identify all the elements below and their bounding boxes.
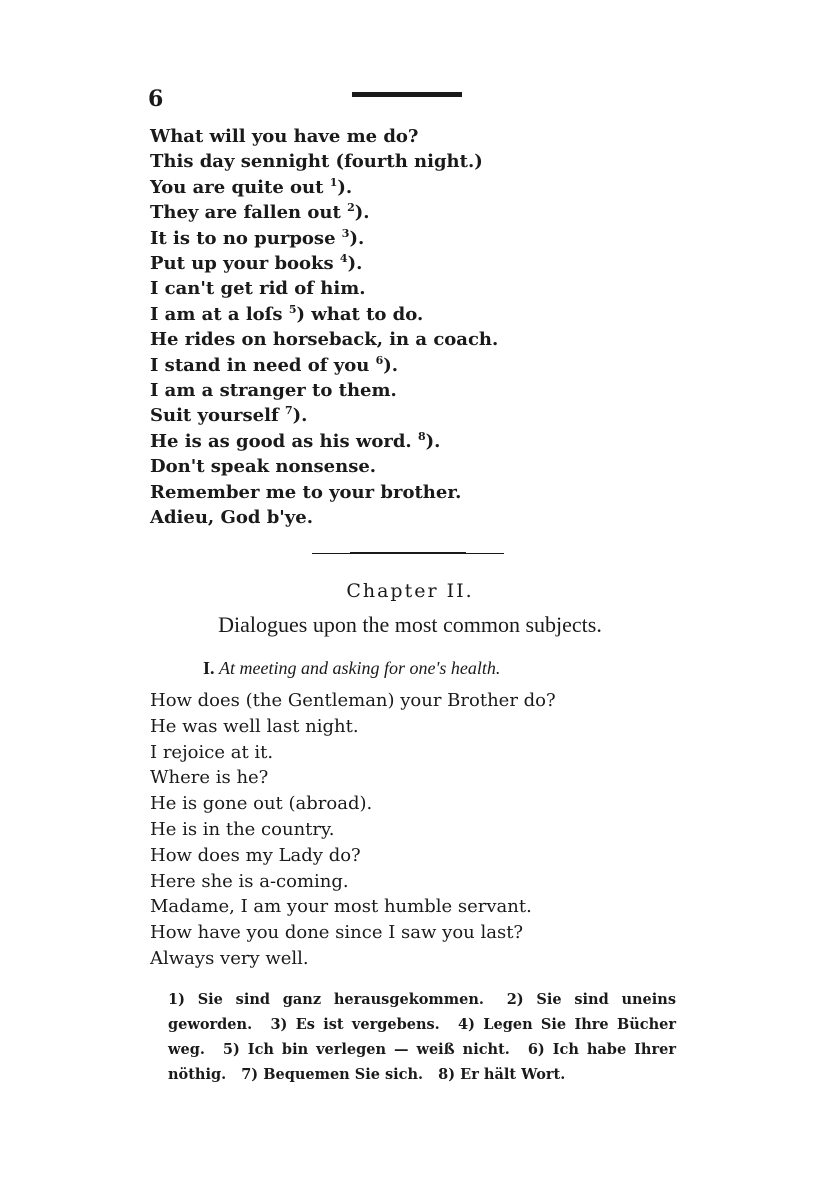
- phrase-text: Put up your books: [150, 253, 340, 275]
- phrase-list: [150, 124, 710, 531]
- footnotes: [168, 987, 676, 1087]
- footnote-marker: 8: [417, 429, 426, 443]
- footnote: 2) Sie sind uneins geworden.: [168, 991, 676, 1033]
- phrase-line: [150, 505, 710, 530]
- footnote-marker: 4: [339, 252, 348, 266]
- footnote: 3) Es ist vergebens.: [270, 1016, 440, 1033]
- footnote-marker: 2: [347, 201, 355, 215]
- phrase-text: It is to no purpose: [150, 227, 342, 249]
- footnote: 4) Legen Sie Ihre Bücher weg.: [168, 1016, 676, 1058]
- footnote: 5) Ich bin verlegen — weiß nicht.: [222, 1041, 510, 1058]
- phrase-tail: ).: [347, 253, 363, 275]
- section-number: I.: [203, 658, 215, 678]
- dialogue-line: Madame, I am your most humble servant.: [150, 896, 532, 918]
- header-rule: [352, 92, 462, 97]
- phrase-line: [150, 403, 710, 428]
- phrase-line: [150, 480, 710, 505]
- phrase-text: Remember me to your brother.: [150, 481, 462, 503]
- footnote: 8) Er hält Wort.: [438, 1066, 566, 1083]
- footnote-marker: 5: [288, 302, 297, 316]
- phrase-text: Suit yourself: [150, 405, 285, 427]
- dialogue-line: Always very well.: [150, 947, 309, 969]
- phrase-line: [150, 353, 710, 378]
- phrase-line: [150, 378, 710, 403]
- phrase-text: I stand in need of you: [150, 354, 376, 376]
- footnote-marker: 7: [284, 404, 293, 418]
- dialogue-line: I rejoice at it.: [150, 741, 274, 763]
- phrase-line: [150, 149, 710, 174]
- footnote-marker: 1: [329, 175, 338, 189]
- phrase-line: [150, 429, 710, 454]
- phrase-text: He is as good as his word.: [150, 430, 418, 452]
- phrase-tail: ).: [425, 430, 441, 452]
- dialogue-line: Where is he?: [150, 767, 269, 789]
- phrase-tail: ).: [292, 405, 308, 427]
- section-title: At meeting and asking for one's health.: [219, 658, 501, 678]
- footnote-marker: 3: [341, 226, 350, 240]
- phrase-tail: ).: [354, 202, 370, 224]
- phrase-line: [150, 327, 710, 352]
- phrase-text: He rides on horseback, in a coach.: [150, 329, 499, 351]
- phrase-line: [150, 276, 710, 301]
- dialogue-line: He is in the country.: [150, 818, 335, 840]
- footnote-marker: 6: [375, 353, 384, 367]
- phrase-line: [150, 302, 710, 327]
- phrase-text: Don't speak nonsense.: [150, 456, 377, 478]
- chapter-subtitle: Dialogues upon the most common subjects.: [218, 612, 602, 637]
- dialogue-line: How does (the Gentleman) your Brother do?: [150, 690, 556, 711]
- phrase-line: [150, 454, 710, 479]
- phrase-line: [150, 175, 710, 200]
- dialogue-line: He was well last night.: [150, 715, 359, 737]
- phrase-tail: ).: [383, 354, 399, 376]
- footnote: 7) Bequemen Sie sich.: [241, 1066, 424, 1083]
- phrase-line: [150, 124, 710, 149]
- phrase-line: [150, 200, 710, 225]
- dialogue-line: How have you done since I saw you last?: [150, 922, 524, 944]
- phrase-text: This day sennight (fourth night.): [150, 151, 483, 173]
- phrase-text: I am a stranger to them.: [150, 380, 397, 402]
- phrase-text: What will you have me do?: [150, 126, 419, 147]
- section-heading: [203, 658, 500, 679]
- chapter-heading: Chapter II.: [346, 580, 474, 602]
- phrase-tail: ) what to do.: [296, 303, 424, 325]
- phrase-text: Adieu, God b'ye.: [150, 507, 313, 529]
- phrase-text: You are quite out: [150, 176, 330, 198]
- page-number: 6: [148, 86, 164, 112]
- dialogue-line: He is gone out (abroad).: [150, 793, 373, 815]
- phrase-line: [150, 226, 710, 251]
- section-divider-thick: [350, 552, 466, 554]
- footnote: 1) Sie sind ganz herausgekommen.: [168, 991, 484, 1008]
- phrase-line: [150, 251, 710, 276]
- dialogue-line: Here she is a-coming.: [150, 870, 349, 892]
- phrase-text: I am at a loſs: [150, 303, 289, 325]
- phrase-tail: ).: [349, 227, 365, 249]
- phrase-tail: ).: [337, 176, 353, 198]
- dialogue-list: [150, 688, 710, 972]
- dialogue-line: How does my Lady do?: [150, 844, 361, 866]
- phrase-text: They are fallen out: [150, 202, 348, 224]
- footnote: 6) Ich habe Ihrer nöthig.: [168, 1041, 676, 1083]
- phrase-text: I can't get rid of him.: [150, 278, 366, 300]
